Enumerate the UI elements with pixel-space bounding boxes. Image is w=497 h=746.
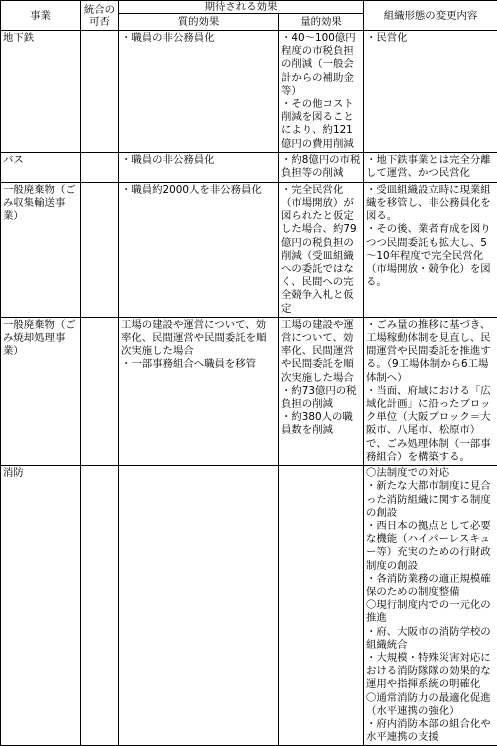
- row-2-integration: [81, 152, 119, 182]
- row-5-business: 消防: [1, 466, 81, 746]
- row-2-qualitative: ・職員の非公務員化: [119, 152, 279, 182]
- header-org-change: 組織形態の変更内容: [364, 1, 497, 31]
- row-2-quantitative: ・約8億円の市税負担等の削減: [279, 152, 364, 182]
- header-qualitative: 質的効果: [119, 14, 279, 31]
- table-row: [1, 152, 497, 182]
- header-expected-effects: 期待される効果: [119, 1, 364, 14]
- row-3-integration: [81, 182, 119, 317]
- header-quantitative: 量的効果: [279, 14, 364, 31]
- row-4-business: 一般廃棄物（ごみ焼却処理事業）: [1, 317, 81, 465]
- row-5-integration: [81, 466, 119, 746]
- row-4-integration: [81, 317, 119, 465]
- row-4-quantitative: 工場の建設や運営について、効率化、民間運営や民間委託を順次実施した場合 ・約73億円の税負担の削減 ・約380人の職員数を削減: [279, 317, 364, 465]
- row-5-org-change: 〇法制度での対応 ・新たな大都市制度に見合った消防組織に関する制度の創設 ・西日本の拠点として必要な機能（ハイパーレスキュー等）充実のための行財政制度の創設 ・各消防業務の適正規模確保のための制度整備 〇現行制度内での一元化の推進 ・府、大阪市の消防学校の組織統合 ・大規模・特殊災害対応における消防隊隊の効果的な運用や指揮系統の明確化 〇通常消防力の最適化促進（水平連携の強化） ・府内消防本部の組合化や水平連携の支援: [364, 466, 497, 746]
- row-1-business: 地下鉄: [1, 31, 81, 153]
- header-integration: 統合の可否: [81, 1, 119, 31]
- row-3-qualitative: ・職員約2000人を非公務員化: [119, 182, 279, 317]
- row-2-org-change: ・地下鉄事業とは完全分離して運営、かつ民営化: [364, 152, 497, 182]
- row-1-integration: [81, 31, 119, 153]
- row-1-quantitative: ・40～100億円程度の市税負担の削減（一般会計からの補助金等） ・その他コスト削減を図ることにより、約121億円の費用削減: [279, 31, 364, 153]
- row-5-quantitative: [279, 466, 364, 746]
- table-row: [1, 466, 497, 746]
- row-2-business: バス: [1, 152, 81, 182]
- row-4-org-change: ・ごみ量の推移に基づき、工場稼動体制を見直し、民間運営や民間委託を推進する。（9工場体制から6工場体制へ） ・当面、府域における「広域化計画」に沿ったブロック単位（大阪ブロック＝大阪市、八尾市、松原市）で、ごみ処理体制（一部事務組合）を構築する。: [364, 317, 497, 465]
- row-1-org-change: ・民営化: [364, 31, 497, 153]
- row-3-org-change: ・受皿組織設立時に現業組織を移管し、非公務員化を図る。 ・その後、業者育成を図りつつ民間委託も拡大し、5～10年程度で完全民営化（市場開放・競争化）を図る。: [364, 182, 497, 317]
- row-3-business: 一般廃棄物（ごみ収集輸送事業）: [1, 182, 81, 317]
- row-5-qualitative: [119, 466, 279, 746]
- row-3-quantitative: ・完全民営化（市場開放）が図られたと仮定した場合、約79億円の税負担の削減（受皿組織への委託ではなく、民間への完全競争入札と仮定: [279, 182, 364, 317]
- row-4-qualitative: 工場の建設や運営について、効率化、民間運営や民間委託を順次実施した場合 ・一部事務組合へ職員を移管: [119, 317, 279, 465]
- row-1-qualitative: ・職員の非公務員化: [119, 31, 279, 153]
- header-business: 事業: [1, 1, 81, 31]
- table-row: [1, 31, 497, 153]
- table-row: [1, 317, 497, 465]
- table-row: [1, 182, 497, 317]
